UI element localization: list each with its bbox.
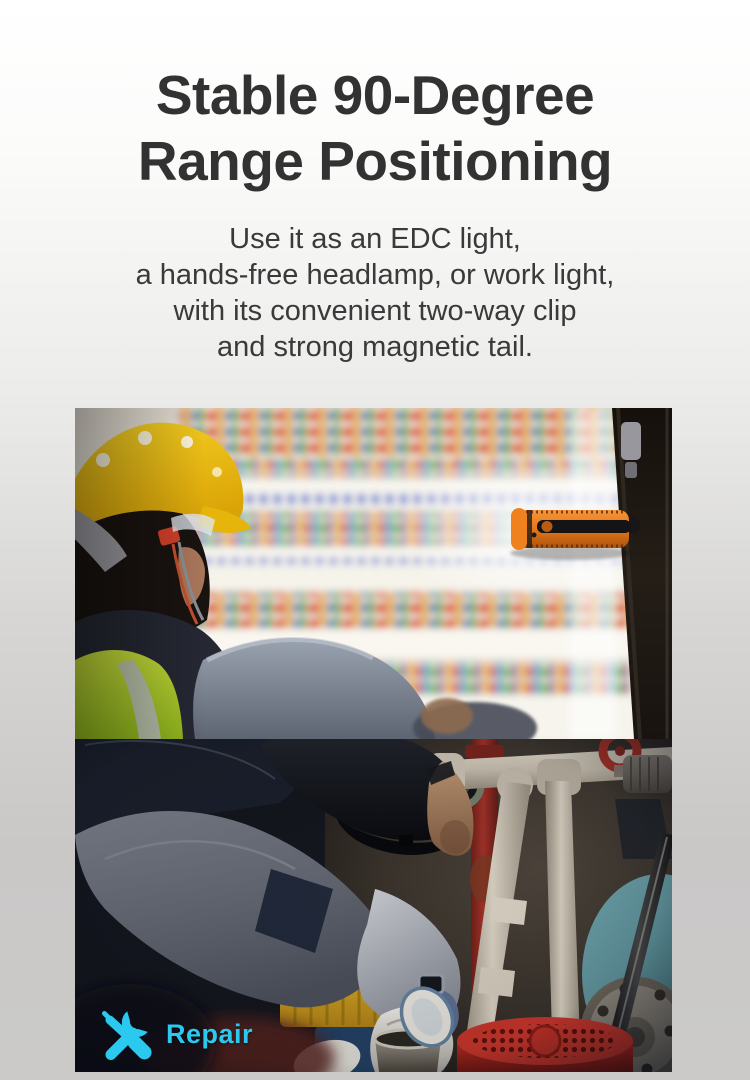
- title-line-2: Range Positioning: [137, 130, 613, 192]
- repair-label: Repair: [166, 1018, 254, 1049]
- plumber-repair-photo: [75, 739, 672, 1072]
- flashlight-product: [510, 508, 640, 560]
- electrician-panel-scene: [75, 408, 672, 739]
- subtitle-line: with its convenient two-way clip: [173, 295, 577, 327]
- page-title: [0, 62, 750, 194]
- electrician-panel-photo: [75, 408, 672, 739]
- repair-badge: [97, 1008, 253, 1060]
- page-subtitle: [0, 221, 750, 365]
- door-hinge: [621, 422, 641, 460]
- photo-vignette: [75, 408, 205, 739]
- subtitle-line: Use it as an EDC light,: [229, 223, 521, 255]
- subtitle-line: a hands-free headlamp, or work light,: [135, 259, 615, 291]
- subtitle-line: and strong magnetic tail.: [217, 331, 533, 363]
- wrench-screwdriver-icon: [97, 1008, 153, 1060]
- worker-hand: [421, 698, 473, 734]
- title-line-1: Stable 90-Degree: [155, 64, 595, 126]
